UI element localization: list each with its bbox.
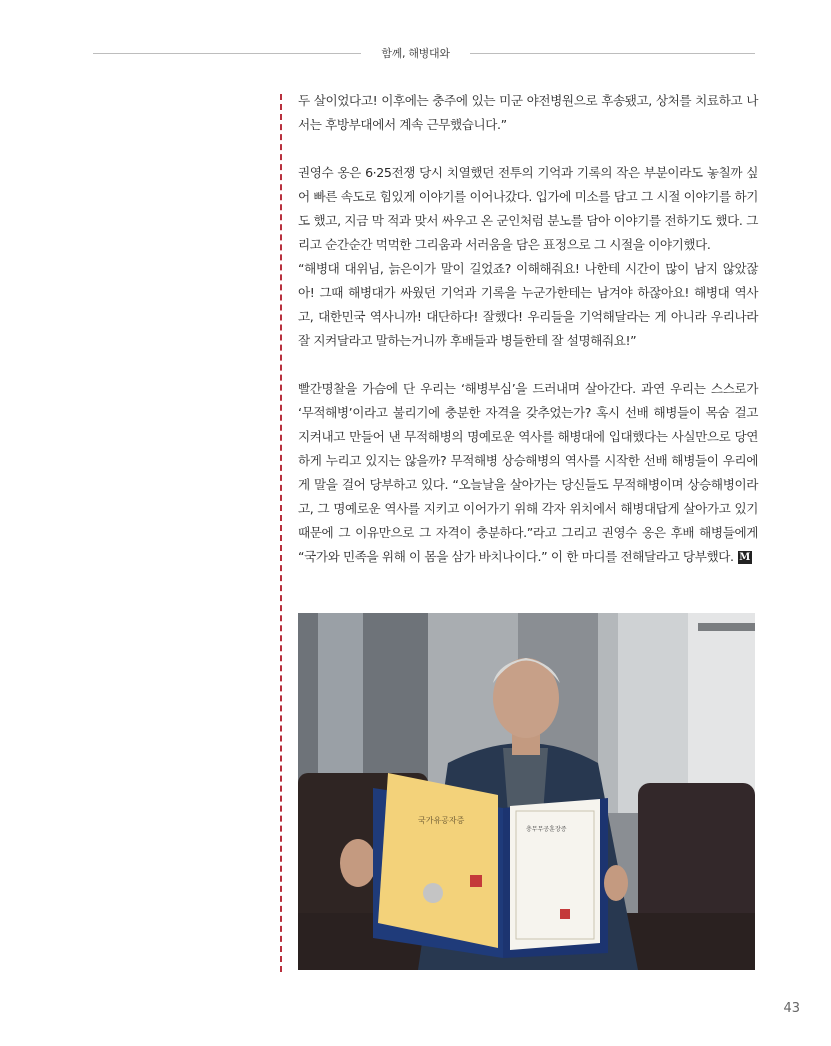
page-number: 43	[783, 1001, 800, 1016]
header-rule-left	[93, 53, 361, 54]
certificate-left-title: 국가유공자증	[418, 816, 465, 825]
header-rule-right	[470, 53, 755, 54]
section-title: 함께, 해병대와	[381, 47, 450, 60]
veteran-photo	[298, 613, 755, 970]
paragraph-4-text: 빨간명찰을 가슴에 단 우리는 ‘해병부심’을 드러내며 살아간다. 과연 우리는 스스로가 ‘무적해병’이라고 불리기에 충분한 자격을 갖추었는가? 혹시 선배 해병들이 목숨 걸고 지켜내고 만들어 낸 무적해병의 명예로운 역사를 해병대에 입대했다는 사실만으로 당연하게 누리고 있지는 않을까? 무적해병 상승해병의 역사를 시작한 선배 해병들이 우리에게 말을 걸어 당부하고 있다. “오늘날을 살아가는 당신들도 무적해병이며 상승해병이라고, 그 명예로운 역사를 지키고 이어가기 위해 각자 위치에서 해병대답게 살아가고 있기 때문에 그 이유만으로 그 자격이 충분하다.”라고 그리고 권영수 옹은 후배 해병들에게 “국가와 민족을 위해 이 몸을 삼가 바치나이다.” 이 한 마디를 전해달라고 당부했다.	[298, 381, 758, 564]
certificate-right-title: 충무무공훈장증	[526, 826, 567, 833]
quote-paragraph: “해병대 대위님, 늙은이가 말이 길었죠? 이해해줘요! 나한테 시간이 많이 남지 않았잖아! 그때 해병대가 싸웠던 기억과 기록을 누군가한테는 남겨야 하잖아요! 해병대 역사고, 대한민국 역사니까! 대단하다! 잘했다! 우리들을 기억해달라는 게 아니라 우리나라 잘 지켜달라고 말하는거니까 후배들과 병들한테 잘 설명해줘요!”	[298, 261, 758, 348]
paragraph-4	[298, 377, 758, 569]
end-mark-icon: M	[739, 552, 750, 563]
article-body	[298, 89, 758, 569]
paragraph-1: 두 살이었다고! 이후에는 충주에 있는 미군 야전병원으로 후송됐고, 상처를 치료하고 나서는 후방부대에서 계속 근무했습니다.”	[298, 93, 758, 132]
accent-dashed-line	[280, 94, 282, 972]
paragraph-2: 권영수 옹은 6·25전쟁 당시 치열했던 전투의 기억과 기록의 작은 부분이라도 놓칠까 싶어 빠른 속도로 힘있게 이야기를 이어나갔다. 입가에 미소를 담고 그 시절 이야기를 하기도 했고, 지금 막 적과 맞서 싸우고 온 군인처럼 분노를 담아 이야기를 전하기도 했다. 그리고 순간순간 먹먹한 그리움과 서러움을 담은 표정으로 그 시절을 이야기했다.	[298, 165, 758, 252]
